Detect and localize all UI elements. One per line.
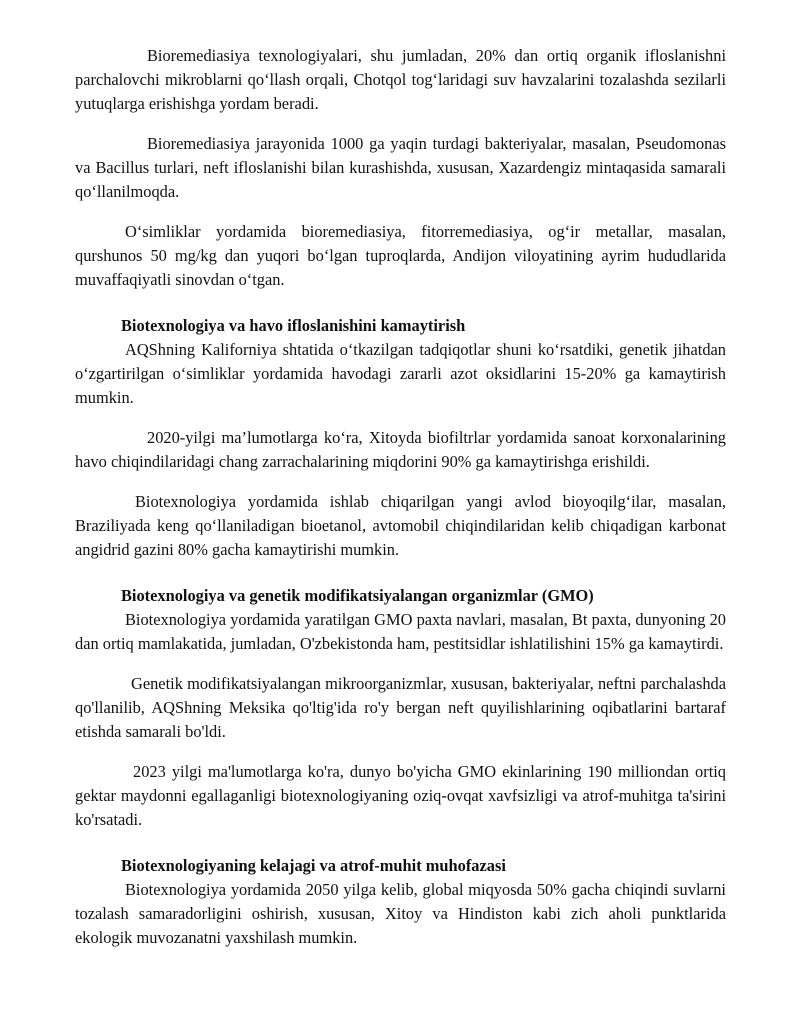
- intro-paragraph-3: O‘simliklar yordamida bioremediasiya, fitorremediasiya, og‘ir metallar, masalan, qurshunos 50 mg/kg dan yuqori bo‘lgan tuproqlarda, Andijon viloyatining ayrim hududlarida muvaffaqiyatli sinovdan o‘tgan.: [75, 222, 726, 289]
- air-paragraph-1: AQShning Kaliforniya shtatida o‘tkazilgan tadqiqotlar shuni ko‘rsatdiki, genetik jihatdan o‘zgartirilgan o‘simliklar yordamida havodagi zararli azot oksidlarini 15-20% ga kamaytirish mumkin.: [75, 340, 726, 407]
- gmo-paragraph-3: 2023 yilgi ma'lumotlarga ko'ra, dunyo bo'yicha GMO ekinlarining 190 milliondan ortiq gektar maydonni egallaganligi biotexnologiyaning oziq-ovqat xavfsizligi va atrof-muhitga ta'sirini ko'rsatadi.: [75, 762, 726, 829]
- intro-paragraph-2: Bioremediasiya jarayonida 1000 ga yaqin turdagi bakteriyalar, masalan, Pseudomonas va Bacillus turlari, neft ifloslanishi bilan kurashishda, xususan, Xazardengiz mintaqasida samarali qo‘llanilmoqda.: [75, 134, 726, 201]
- section-heading-gmo: Biotexnologiya va genetik modifikatsiyalangan organizmlar (GMO): [121, 586, 594, 605]
- section-heading-future: Biotexnologiyaning kelajagi va atrof-muhit muhofazasi: [121, 856, 506, 875]
- gmo-paragraph-2: Genetik modifikatsiyalangan mikroorganizmlar, xususan, bakteriyalar, neftni parchalashda qo'llanilib, AQShning Meksika qo'ltig'ida ro'y bergan neft quyilishlarining oqibatlarini bartaraf etishda samarali bo'ldi.: [75, 674, 726, 741]
- air-paragraph-3: Biotexnologiya yordamida ishlab chiqarilgan yangi avlod bioyoqilg‘ilar, masalan, Braziliyada keng qo‘llaniladigan bioetanol, avtomobil chiqindilaridan kelib chiqadigan karbonat angidrid gazini 80% gacha kamaytirishi mumkin.: [75, 492, 726, 559]
- section-heading-air: Biotexnologiya va havo ifloslanishini kamaytirish: [121, 316, 466, 335]
- gmo-paragraph-1: Biotexnologiya yordamida yaratilgan GMO paxta navlari, masalan, Bt paxta, dunyoning 20 dan ortiq mamlakatida, jumladan, O'zbekistonda ham, pestitsidlar ishlatilishini 15% ga kamaytirdi.: [75, 610, 726, 653]
- future-paragraph-1: Biotexnologiya yordamida 2050 yilga kelib, global miqyosda 50% gacha chiqindi suvlarni tozalash samaradorligini oshirish, xususan, Xitoy va Hindiston kabi zich aholi punktlarida ekologik muvozanatni yaxshilash mumkin.: [75, 880, 726, 947]
- intro-paragraph-1: Bioremediasiya texnologiyalari, shu jumladan, 20% dan ortiq organik ifloslanishni parchalovchi mikroblarni qo‘llash orqali, Chotqol tog‘laridagi suv havzalarini tozalashda sezilarli yutuqlarga erishishga yordam beradi.: [75, 46, 726, 113]
- document-page: [75, 44, 726, 966]
- air-paragraph-2: 2020-yilgi ma’lumotlarga ko‘ra, Xitoyda biofiltrlar yordamida sanoat korxonalarining havo chiqindilaridagi chang zarrachalarining miqdorini 90% ga kamaytirishga erishildi.: [75, 428, 726, 471]
